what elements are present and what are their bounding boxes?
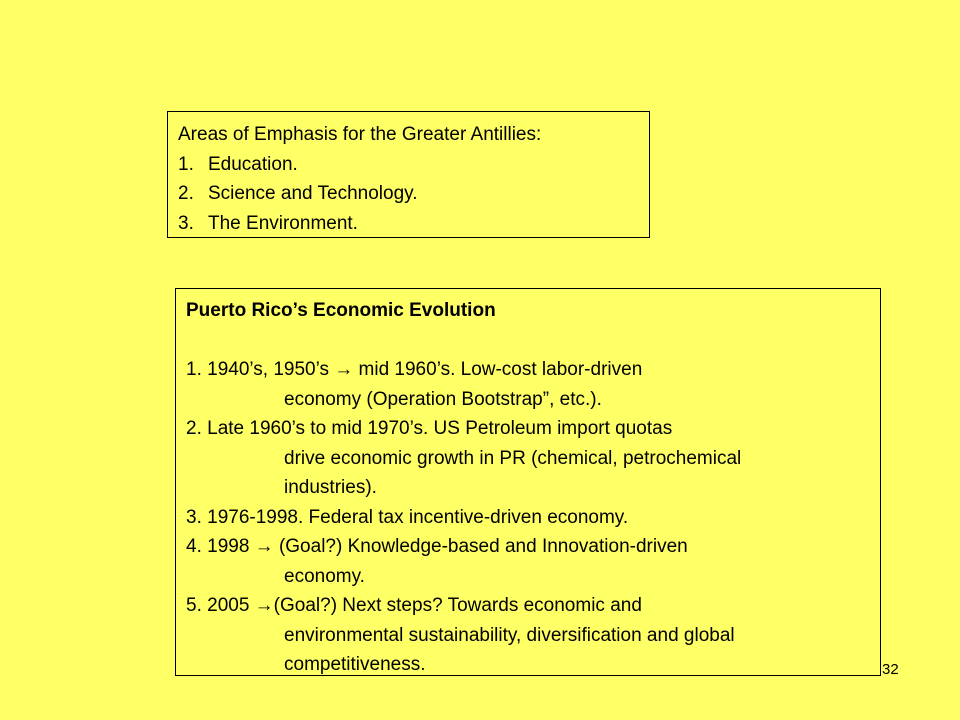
emphasis-item-text: Science and Technology. (208, 183, 418, 204)
entry-first-line: 1. 1940’s, 1950’s → mid 1960’s. Low-cost labor-driven (186, 359, 643, 380)
entry-continuation: industries). (284, 477, 377, 498)
emphasis-item (178, 179, 649, 209)
emphasis-item-text: Education. (208, 153, 298, 175)
emphasis-item-text: The Environment. (208, 212, 358, 234)
entry-first-line: 2. Late 1960’s to mid 1970’s. US Petroleum import quotas (186, 418, 673, 439)
evolution-box (175, 288, 881, 676)
emphasis-item-number: 2. (178, 183, 194, 204)
emphasis-item-number: 3. (178, 212, 194, 234)
emphasis-item (178, 209, 649, 239)
emphasis-item-number: 1. (178, 153, 194, 175)
evolution-entry (186, 355, 880, 414)
evolution-title: Puerto Rico’s Economic Evolution (186, 300, 496, 321)
entry-first-line: 4. 1998 → (Goal?) Knowledge-based and Innovation-driven (186, 536, 688, 557)
entry-continuation: economy. (284, 565, 365, 587)
entry-continuation: environmental sustainability, diversification and global (284, 624, 735, 646)
evolution-entry (186, 414, 880, 503)
entry-continuation: economy (Operation Bootstrap”, etc.). (284, 388, 602, 410)
emphasis-heading: Areas of Emphasis for the Greater Antillies: (178, 124, 542, 145)
evolution-entry (186, 503, 880, 533)
entry-continuation: drive economic growth in PR (chemical, petrochemical (284, 447, 742, 469)
entry-continuation: competitiveness. (284, 654, 426, 675)
emphasis-item (178, 150, 649, 180)
entry-first-line: 5. 2005 →(Goal?) Next steps? Towards economic and (186, 595, 642, 616)
page-number: 32 (882, 661, 899, 678)
evolution-entry (186, 591, 880, 680)
emphasis-box (167, 111, 650, 238)
entry-first-line: 3. 1976-1998. Federal tax incentive-driven economy. (186, 506, 629, 528)
evolution-entry (186, 532, 880, 591)
